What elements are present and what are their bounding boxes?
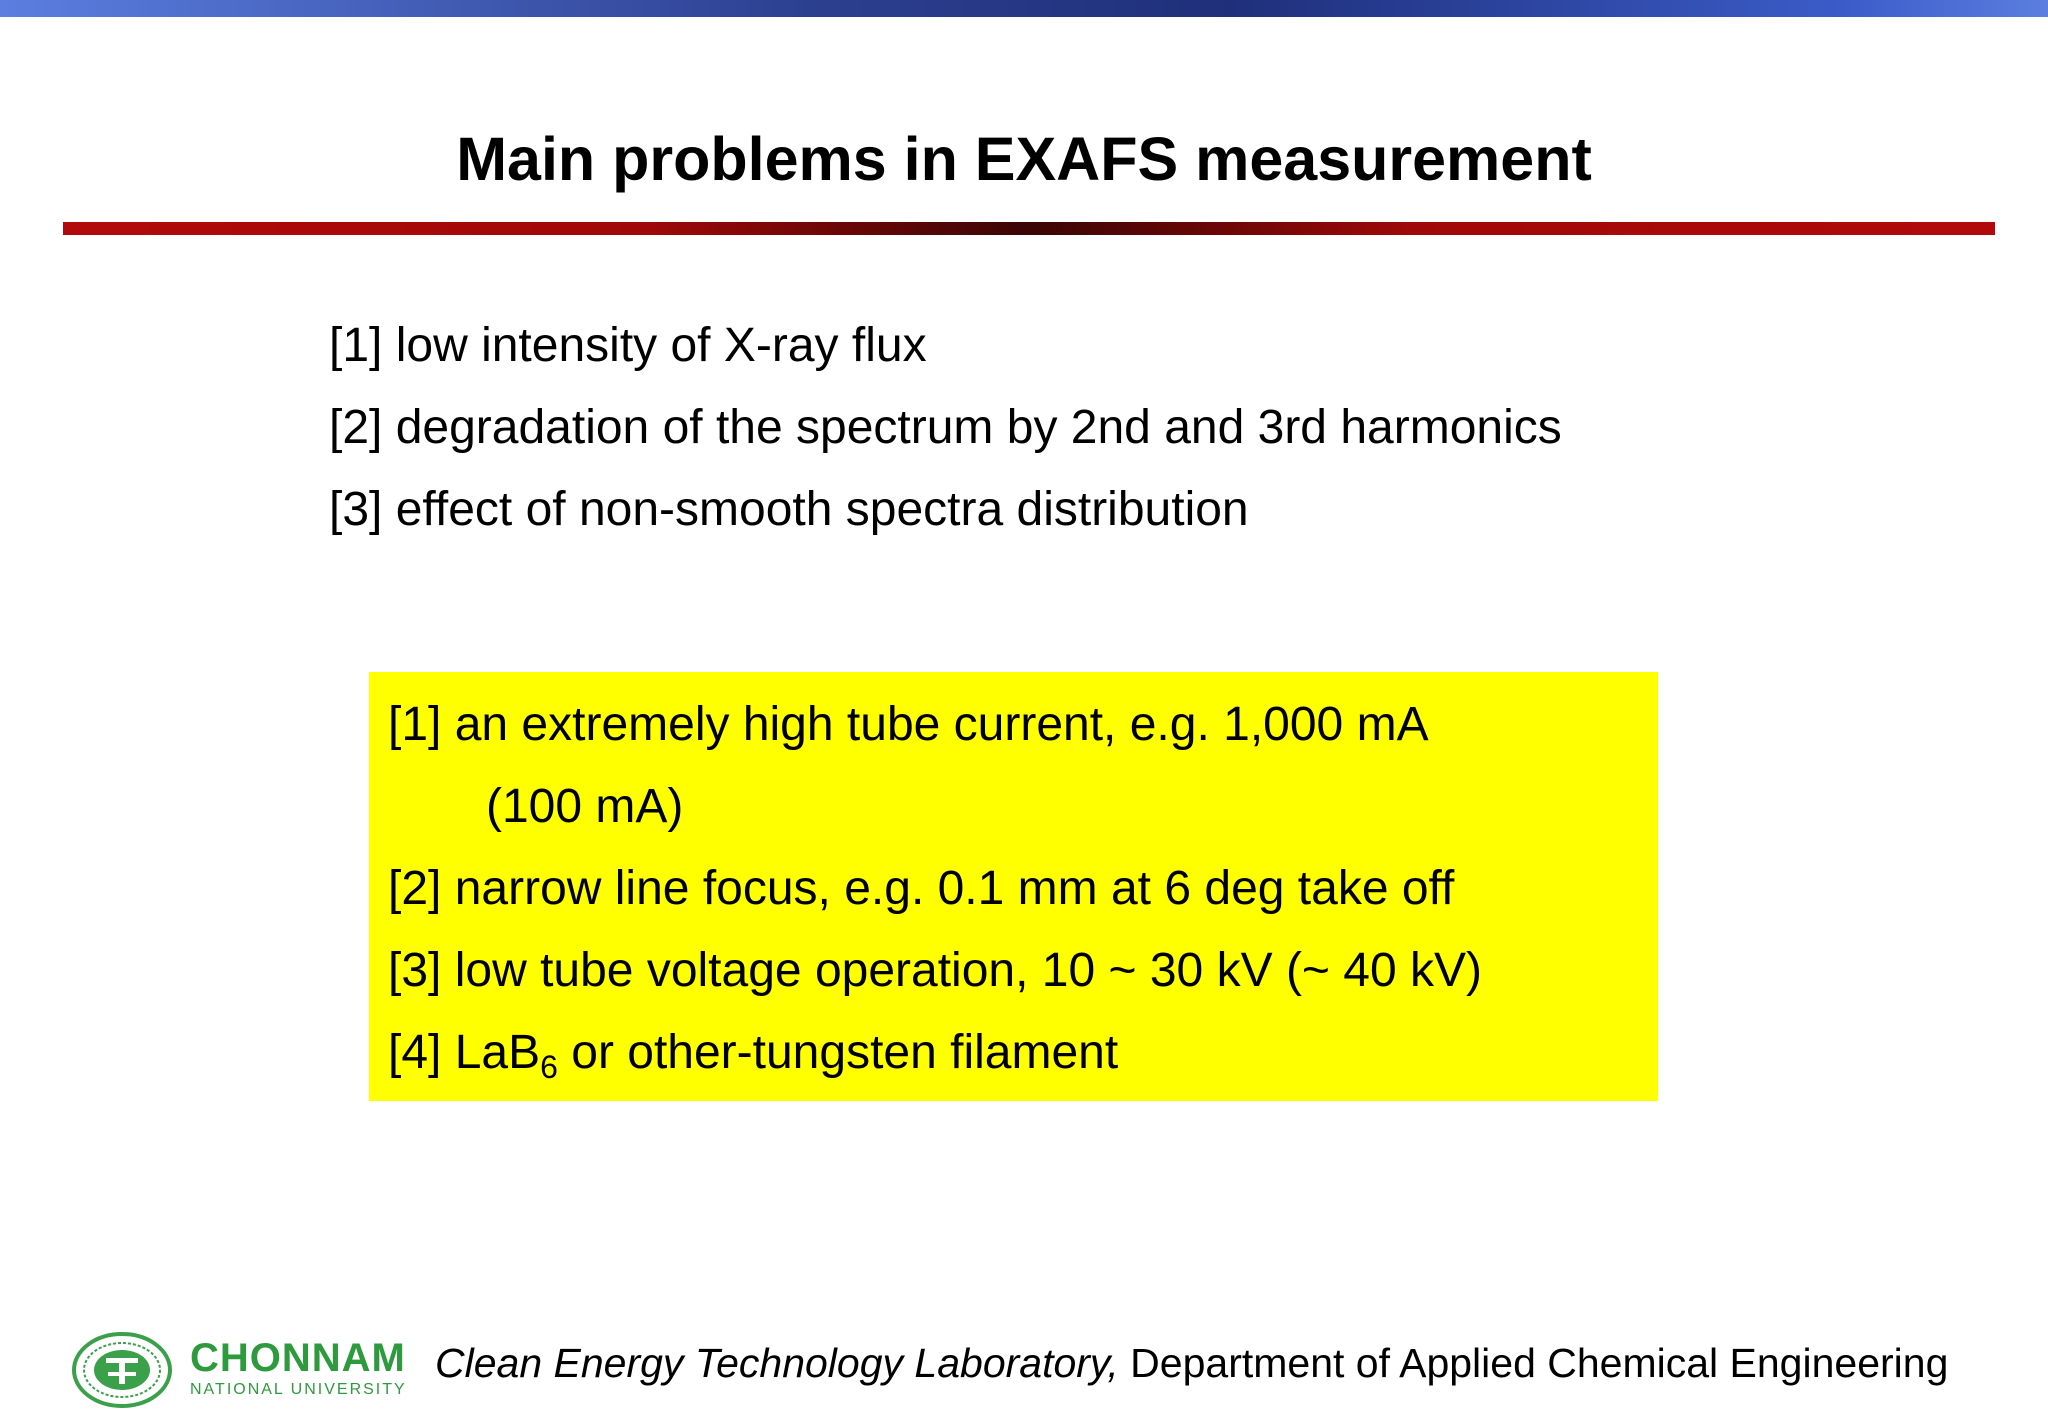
footer-department: Department of Applied Chemical Engineering	[1118, 1340, 1949, 1386]
top-banner-bar	[0, 0, 2048, 17]
slide-title: Main problems in EXAFS measurement	[456, 125, 1592, 193]
solution-item-4-prefix: [4] LaB	[388, 1026, 541, 1079]
footer-caption	[435, 1338, 1948, 1388]
solution-item-1-continuation: (100 mA)	[486, 780, 684, 833]
footer-lab-name: Clean Energy Technology Laboratory,	[435, 1340, 1119, 1386]
problems-list	[329, 305, 1562, 551]
solution-item-3: [3] low tube voltage operation, 10 ~ 30 kV (~ 40 kV)	[388, 944, 1483, 997]
solution-item-4-suffix: or other-tungsten filament	[557, 1026, 1119, 1079]
solution-item-4-subscript: 6	[540, 1049, 558, 1085]
logo-name: CHONNAM	[190, 1336, 406, 1380]
problem-item-1: [1] low intensity of X-ray flux	[329, 319, 927, 372]
university-logo-text	[190, 1336, 407, 1400]
university-seal-icon	[72, 1332, 172, 1408]
problem-item-3: [3] effect of non-smooth spectra distribution	[329, 483, 1249, 536]
solutions-highlight-box	[369, 672, 1658, 1101]
title-underline	[63, 222, 1995, 235]
problem-item-2: [2] degradation of the spectrum by 2nd and 3rd harmonics	[329, 401, 1562, 454]
solution-item-4	[388, 1024, 1118, 1096]
solution-item-1: [1] an extremely high tube current, e.g. 1,000 mA	[388, 698, 1429, 751]
logo-subtitle: NATIONAL UNIVERSITY	[190, 1381, 407, 1398]
solution-item-2: [2] narrow line focus, e.g. 0.1 mm at 6 deg take off	[388, 862, 1455, 915]
